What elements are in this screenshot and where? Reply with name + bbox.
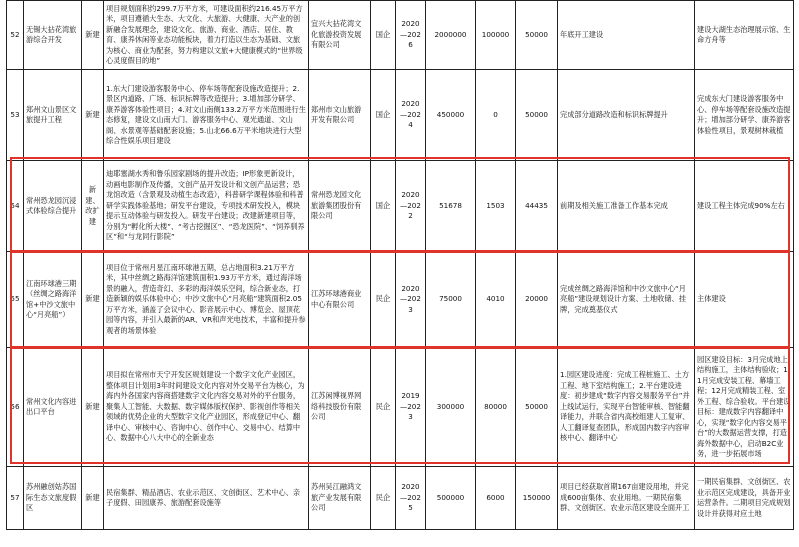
ownership-nature: 国企 xyxy=(371,1,396,70)
row-number: 56 xyxy=(7,348,24,467)
project-owner: 江苏环球港商业中心有限公司 xyxy=(309,252,371,348)
construction-period: 2020—2025 xyxy=(396,467,426,530)
progress-status: 前期及相关施工准备工作基本完成 xyxy=(558,161,695,252)
construction-type: 新建 xyxy=(82,252,104,348)
construction-content: 1.东大门建设游客服务中心、停车场等配套设施改造提升；2.景区内道路、广场、标识标牌等改造提升；3.增加部分研学、康养游客体验性项目；4.对文山南侧133.2万平方米范围进行生态修复，建设文山南大门、游客服务中心、观光通道、文山阁、水景观等基础配套设施；5.山北66.6万平米地块进行大型综合性娱乐项目建设 xyxy=(104,70,309,161)
progress-target: 完成东大门建设游客服务中心、停车场等配套设施改造提升；增加部分研学、康养游客体验性项目，景观树林栽植 xyxy=(695,70,794,161)
construction-period: 2019—2023 xyxy=(396,348,426,467)
total-investment: 2000000 xyxy=(426,1,476,70)
construction-content: 项目位于常州月星江南环球港五期，总占地面积3.21万平方米，其中丝绸之路海洋馆建筑面积1.93万平方米，通过海洋场景的融入，营造奇幻、多彩的海洋娱乐空间，综合新业态，打造新颖的娱乐体验中心；中沙文旅中心“月亮船”建筑面积2.05万平方米，涵盖了会议中心、影音展示中心、博览会、屋顶花园等内容，并引入最新的AR、VR和声光电技术，丰富和提升参观者的场景体验 xyxy=(104,252,309,348)
planned-investment: 50000 xyxy=(516,348,558,467)
row-number: 57 xyxy=(7,467,24,530)
construction-type: 新建、改扩建 xyxy=(82,161,104,252)
progress-status: 项目已经获取首期167亩建设用地，并完成600亩集体、农业用地。一期民宿集群、文创街区、农业示范区建设全面开工 xyxy=(558,467,695,530)
investment-to-date: 0 xyxy=(476,70,516,161)
project-name: 常州恐龙园沉浸式体验综合提升 xyxy=(24,161,82,252)
row-number: 55 xyxy=(7,252,24,348)
project-owner: 苏州吴江融鸿文旅产业发展有限公司 xyxy=(309,467,371,530)
construction-content: 迪耶塞湖水秀和鲁乐园家剧场的提升改造；IP形象更新设计，动画电影制作及传播，文创产品开发设计和文创产品运营；恐龙馆改造（含景观及动植生态改造），科普研学课程体验和科普研学实践体验基地；研发平台建设，专项技术研发投入，模块提示互动体验与研发投入。研发平台建设；改建新建项目等，分别为“孵化所大楼”、“考古挖掘区”、“恐龙医院”、“饲养驯养区”和“与龙同行影院” xyxy=(104,161,309,252)
progress-target: 建设大湖生态治理展示馆、生命方舟等 xyxy=(695,1,794,70)
investment-to-date: 6000 xyxy=(476,467,516,530)
project-table xyxy=(6,0,794,530)
total-investment: 75000 xyxy=(426,252,476,348)
project-name: 江南环球港三期（丝绸之路海洋馆+中沙文旅中心“月亮船”） xyxy=(24,252,82,348)
total-investment: 300000 xyxy=(426,348,476,467)
total-investment: 51678 xyxy=(426,161,476,252)
ownership-nature: 民企 xyxy=(371,252,396,348)
progress-target: 主体建设 xyxy=(695,252,794,348)
project-owner: 常州恐龙园文化旅游集团股份有限公司 xyxy=(309,161,371,252)
construction-content: 项目拟在常州市天宁开发区规划建设一个数字文化产业园区，整体项目计划用3年时间建设文化内容对外交易平台为核心，为海内外各国家内容商搭建数字文化内容交易对外的平台服务，聚集人工智能、大数据、数字媒体版权保护、影视创作等相关领域的优势企业的大型数字文化产业园区，形成登记中心、翻译中心、审核中心、咨询中心、创作中心、交易中心、结算中心、数据中心八大中心的全新业态 xyxy=(104,348,309,467)
planned-investment: 150000 xyxy=(516,467,558,530)
construction-content: 项目规划面积约299.7万平方米，可建设面积约216.45万平方米，项目遵循大生态、大文化、大旅游、大健康、大产业的创新融合发展理念，建设文化、旅游、商业、酒店、居住、教育、康养休闲等业态功能板块，着力打造以生态为基础、文旅为核心、商业为配套，努力构建以文旅+大健康模式的“世界级心灵度假目的地” xyxy=(104,1,309,70)
ownership-nature: 民企 xyxy=(371,467,396,530)
construction-period: 2020—2026 xyxy=(396,1,426,70)
table-row xyxy=(7,1,794,70)
construction-type: 新建 xyxy=(82,70,104,161)
progress-status: 完成部分道路改造和标识标牌提升 xyxy=(558,70,695,161)
total-investment: 450000 xyxy=(426,70,476,161)
project-owner: 郑州市文山旅游开发有限公司 xyxy=(309,70,371,161)
planned-investment: 50000 xyxy=(516,70,558,161)
project-name: 常州文化内容进出口平台 xyxy=(24,348,82,467)
table-row xyxy=(7,70,794,161)
planned-investment: 20000 xyxy=(516,252,558,348)
table-row xyxy=(7,348,794,467)
ownership-nature: 国企 xyxy=(371,70,396,161)
table-row xyxy=(7,467,794,530)
construction-period: 2020—2023 xyxy=(396,252,426,348)
progress-target: 园区建设目标：3月完成地上结构施工，主体结构验收；11月完成安装工程、幕墙工程；12月完成精装工程、室外工程、综合验收。平台建设目标：建成数字内容翻译中心，实现“数字化内容交易平台”的大数据运营支撑，打造海外数据中心，启动B2C业务，进一步拓展市场 xyxy=(695,348,794,467)
row-number: 54 xyxy=(7,161,24,252)
investment-to-date: 4010 xyxy=(476,252,516,348)
progress-status: 1.园区建设进度：完成工程桩施工、土方工程、地下室结构施工；2.平台建设进度：初步建成“数字内容交易服务平台”并上线试运行，实现平台智能审核、智能翻译能力，并联合省内高校组建人工复审、人工翻译复查团队，形成国内数字内容审核中心、翻译中心 xyxy=(558,348,695,467)
total-investment: 500000 xyxy=(426,467,476,530)
table-row xyxy=(7,161,794,252)
investment-to-date: 100000 xyxy=(476,1,516,70)
row-number: 53 xyxy=(7,70,24,161)
progress-status: 完成丝绸之路海洋馆和中沙文旅中心“月亮船”建设规划设计方案、土地收储、挂牌，完成奠基仪式 xyxy=(558,252,695,348)
investment-to-date: 1503 xyxy=(476,161,516,252)
project-owner: 宜兴大拈花湾文化旅游投资发展有限公司 xyxy=(309,1,371,70)
project-name: 苏州融创姑苏国际生态文旅度假区 xyxy=(24,467,82,530)
progress-target: 一期民宿集群、文创街区、农业示范区完成建设，具备开业运营条件。二期项目完成规划设计并获得对应土地 xyxy=(695,467,794,530)
investment-to-date: 80000 xyxy=(476,348,516,467)
progress-status: 年底开工建设 xyxy=(558,1,695,70)
row-number: 52 xyxy=(7,1,24,70)
table-row xyxy=(7,252,794,348)
project-owner: 江苏闲博视界网络科技股份有限公司 xyxy=(309,348,371,467)
construction-period: 2020—2024 xyxy=(396,70,426,161)
planned-investment: 44435 xyxy=(516,161,558,252)
construction-type: 新建 xyxy=(82,467,104,530)
planned-investment: 50000 xyxy=(516,1,558,70)
construction-type: 新建 xyxy=(82,348,104,467)
construction-type: 新建 xyxy=(82,1,104,70)
construction-content: 民宿集群、精品酒店、农业示范区、文创街区、艺术中心、亲子度假、田园康养、旅游配套设施等 xyxy=(104,467,309,530)
project-name: 无锡大拈花湾旅游综合开发 xyxy=(24,1,82,70)
project-name: 郑州文山景区文旅提升工程 xyxy=(24,70,82,161)
construction-period: 2020—2022 xyxy=(396,161,426,252)
ownership-nature: 国企 xyxy=(371,161,396,252)
ownership-nature: 民企 xyxy=(371,348,396,467)
progress-target: 建设工程主体完成90%左右 xyxy=(695,161,794,252)
